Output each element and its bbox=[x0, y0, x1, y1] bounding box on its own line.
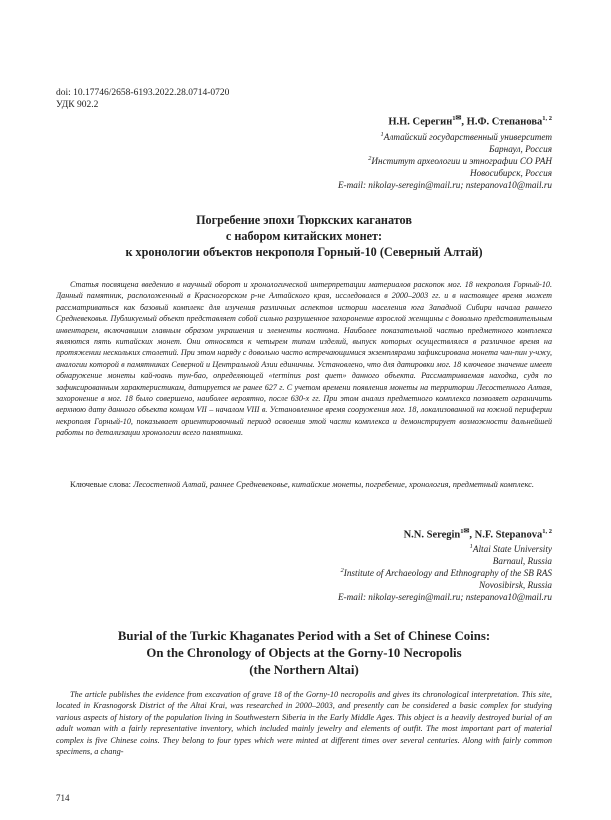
affiliations-ru bbox=[338, 131, 552, 191]
affiliation-2: $^2$Институт археологии и этнографии СО РАН bbox=[368, 154, 552, 166]
affiliation-1-city: Барнаул, Россия bbox=[489, 144, 552, 154]
title-en-line-2: On the Chronology of Objects at the Gorny-10 Necropolis bbox=[146, 646, 462, 660]
envelope-icon: ✉ bbox=[463, 527, 470, 535]
author-1-sup: 1 bbox=[452, 115, 456, 122]
title-ru-line-2: с набором китайских монет: bbox=[225, 229, 383, 243]
keywords-label: Ключевые слова: bbox=[70, 480, 134, 489]
article-meta bbox=[56, 87, 229, 111]
udk-line: УДК 902.2 bbox=[56, 100, 99, 110]
title-en-line-1: Burial of the Turkic Khaganates Period with a Set of Chinese Coins: bbox=[117, 629, 491, 643]
article-page bbox=[56, 0, 552, 820]
article-title-ru bbox=[56, 212, 552, 260]
article-title-en bbox=[56, 628, 552, 679]
authors-en bbox=[404, 527, 552, 541]
email-line[interactable]: E-mail: nikolay-seregin@mail.ru; nstepanova10@mail.ru bbox=[337, 180, 552, 190]
author-1-sup-en: 1 bbox=[460, 528, 464, 535]
title-ru-line-3: к хронологии объектов некрополя Горный-10 (Северный Алтай) bbox=[125, 245, 483, 259]
authors-ru bbox=[388, 114, 552, 128]
title-en-line-3: (the Northern Altai) bbox=[249, 663, 359, 677]
affiliation-1-en: $^1$Altai State University bbox=[469, 542, 552, 554]
affiliation-2-en: $^2$Institute of Archaeology and Ethnography of the SB RAS bbox=[340, 566, 552, 578]
affiliation-2-city-en: Novosibirsk, Russia bbox=[479, 580, 552, 590]
author-2-sup: 1, 2 bbox=[542, 115, 552, 122]
doi-line[interactable]: doi: 10.17746/2658-6193.2022.28.0714-0720 bbox=[56, 88, 230, 98]
affiliations-en bbox=[338, 543, 552, 603]
author-2-sup-en: 1, 2 bbox=[542, 528, 552, 535]
author-1-name-en: N.N. Seregin bbox=[403, 529, 461, 541]
email-line-en[interactable]: E-mail: nikolay-seregin@mail.ru; nstepanova10@mail.ru bbox=[337, 592, 552, 602]
abstract-ru: Статья посвящена введению в научный оборот и хронологической интерпретации материалов раскопок мог. 18 некрополя Горный-10. Данный памятник, расположенный в Красногорском р-не Алтайского края, исследовался в 2000–2003 гг. и в настоящее время может рассматриваться как базовый комплекс для изучения различных аспектов истории населения юга Западной Сибири начала раннего Средневековья. Публикуемый объект представляет собой сильно разрушенное захоронение взрослой женщины с довольно представительным инвентарем, включавшим главным образом украшения и элементы костюма. Наиболее показательной частью предметного комплекса являются пять китайских монет. Они относятся к четырем типам изделий, выпуск которых осуществлялся в различное время на протяжении нескольких столетий. При этом наряду с довольно часто встречающимися экземплярами зафиксирована монета чан-пин у-чжу, аналогии которой в памятниках Северной и Центральной Азии единичны. Установлено, что для датировки мог. 18 ключевое значение имеет обнаружение монеты кай-юань тун-бао, определяющей «terminus post quem» данного объекта. Рассматриваемая находка, судя по зафиксированным характеристикам, датируется не ранее 627 г. С учетом времени появления монеты на территории Лесостепного Алтая, захоронение в мог. 18 было совершено, наиболее вероятно, после 630-х гг. При этом анализ предметного комплекса позволяет ограничить верхнюю дату данного объекта концом VII – началом VIII в. Установленное время сооружения мог. 18, локализованной на южной периферии некрополя Горный-10, показывает ориентировочный период освоения этой части комплекса и демонстрирует возможности дальнейшей работы по детализации хронологии всего памятника. bbox=[56, 280, 552, 438]
title-ru-line-1: Погребение эпохи Тюркских каганатов bbox=[196, 213, 412, 227]
affiliation-2-city: Новосибирск, Россия bbox=[469, 168, 552, 178]
affiliation-1: $^1$Алтайский государственный университет bbox=[380, 130, 552, 142]
author-1-name: Н.Н. Серегин bbox=[388, 116, 453, 128]
abstract-en: The article publishes the evidence from excavation of grave 18 of the Gorny-10 necropolis and gives its chronological interpretation. This site, located in Krasnogorsk District of the Altai Krai, was researched in 2000–2003, and presently can be considered a basic complex for studying various aspects of history of the population living in Southwestern Siberia in the Early Middle Ages. This object is a heavily destroyed burial of an adult woman with a fairly representative inventory, which included mainly jewelry and elements of outfit. The most important part of material complex is five Chinese coins. They belong to four types which were minted at different times over several centuries. Along with fairly common specimens, a chang- bbox=[56, 690, 552, 757]
keywords-text: Лесостепной Алтай, раннее Средневековье, китайские монеты, погребение, хронология, предметный комплекс. bbox=[133, 480, 534, 489]
page-number: 714 bbox=[56, 793, 70, 803]
author-2-name: , Н.Ф. Степанова bbox=[461, 116, 543, 128]
envelope-icon: ✉ bbox=[455, 114, 462, 122]
affiliation-1-city-en: Barnaul, Russia bbox=[492, 556, 552, 566]
author-2-name-en: , N.F. Stepanova bbox=[469, 529, 543, 541]
keywords-ru bbox=[56, 479, 552, 491]
